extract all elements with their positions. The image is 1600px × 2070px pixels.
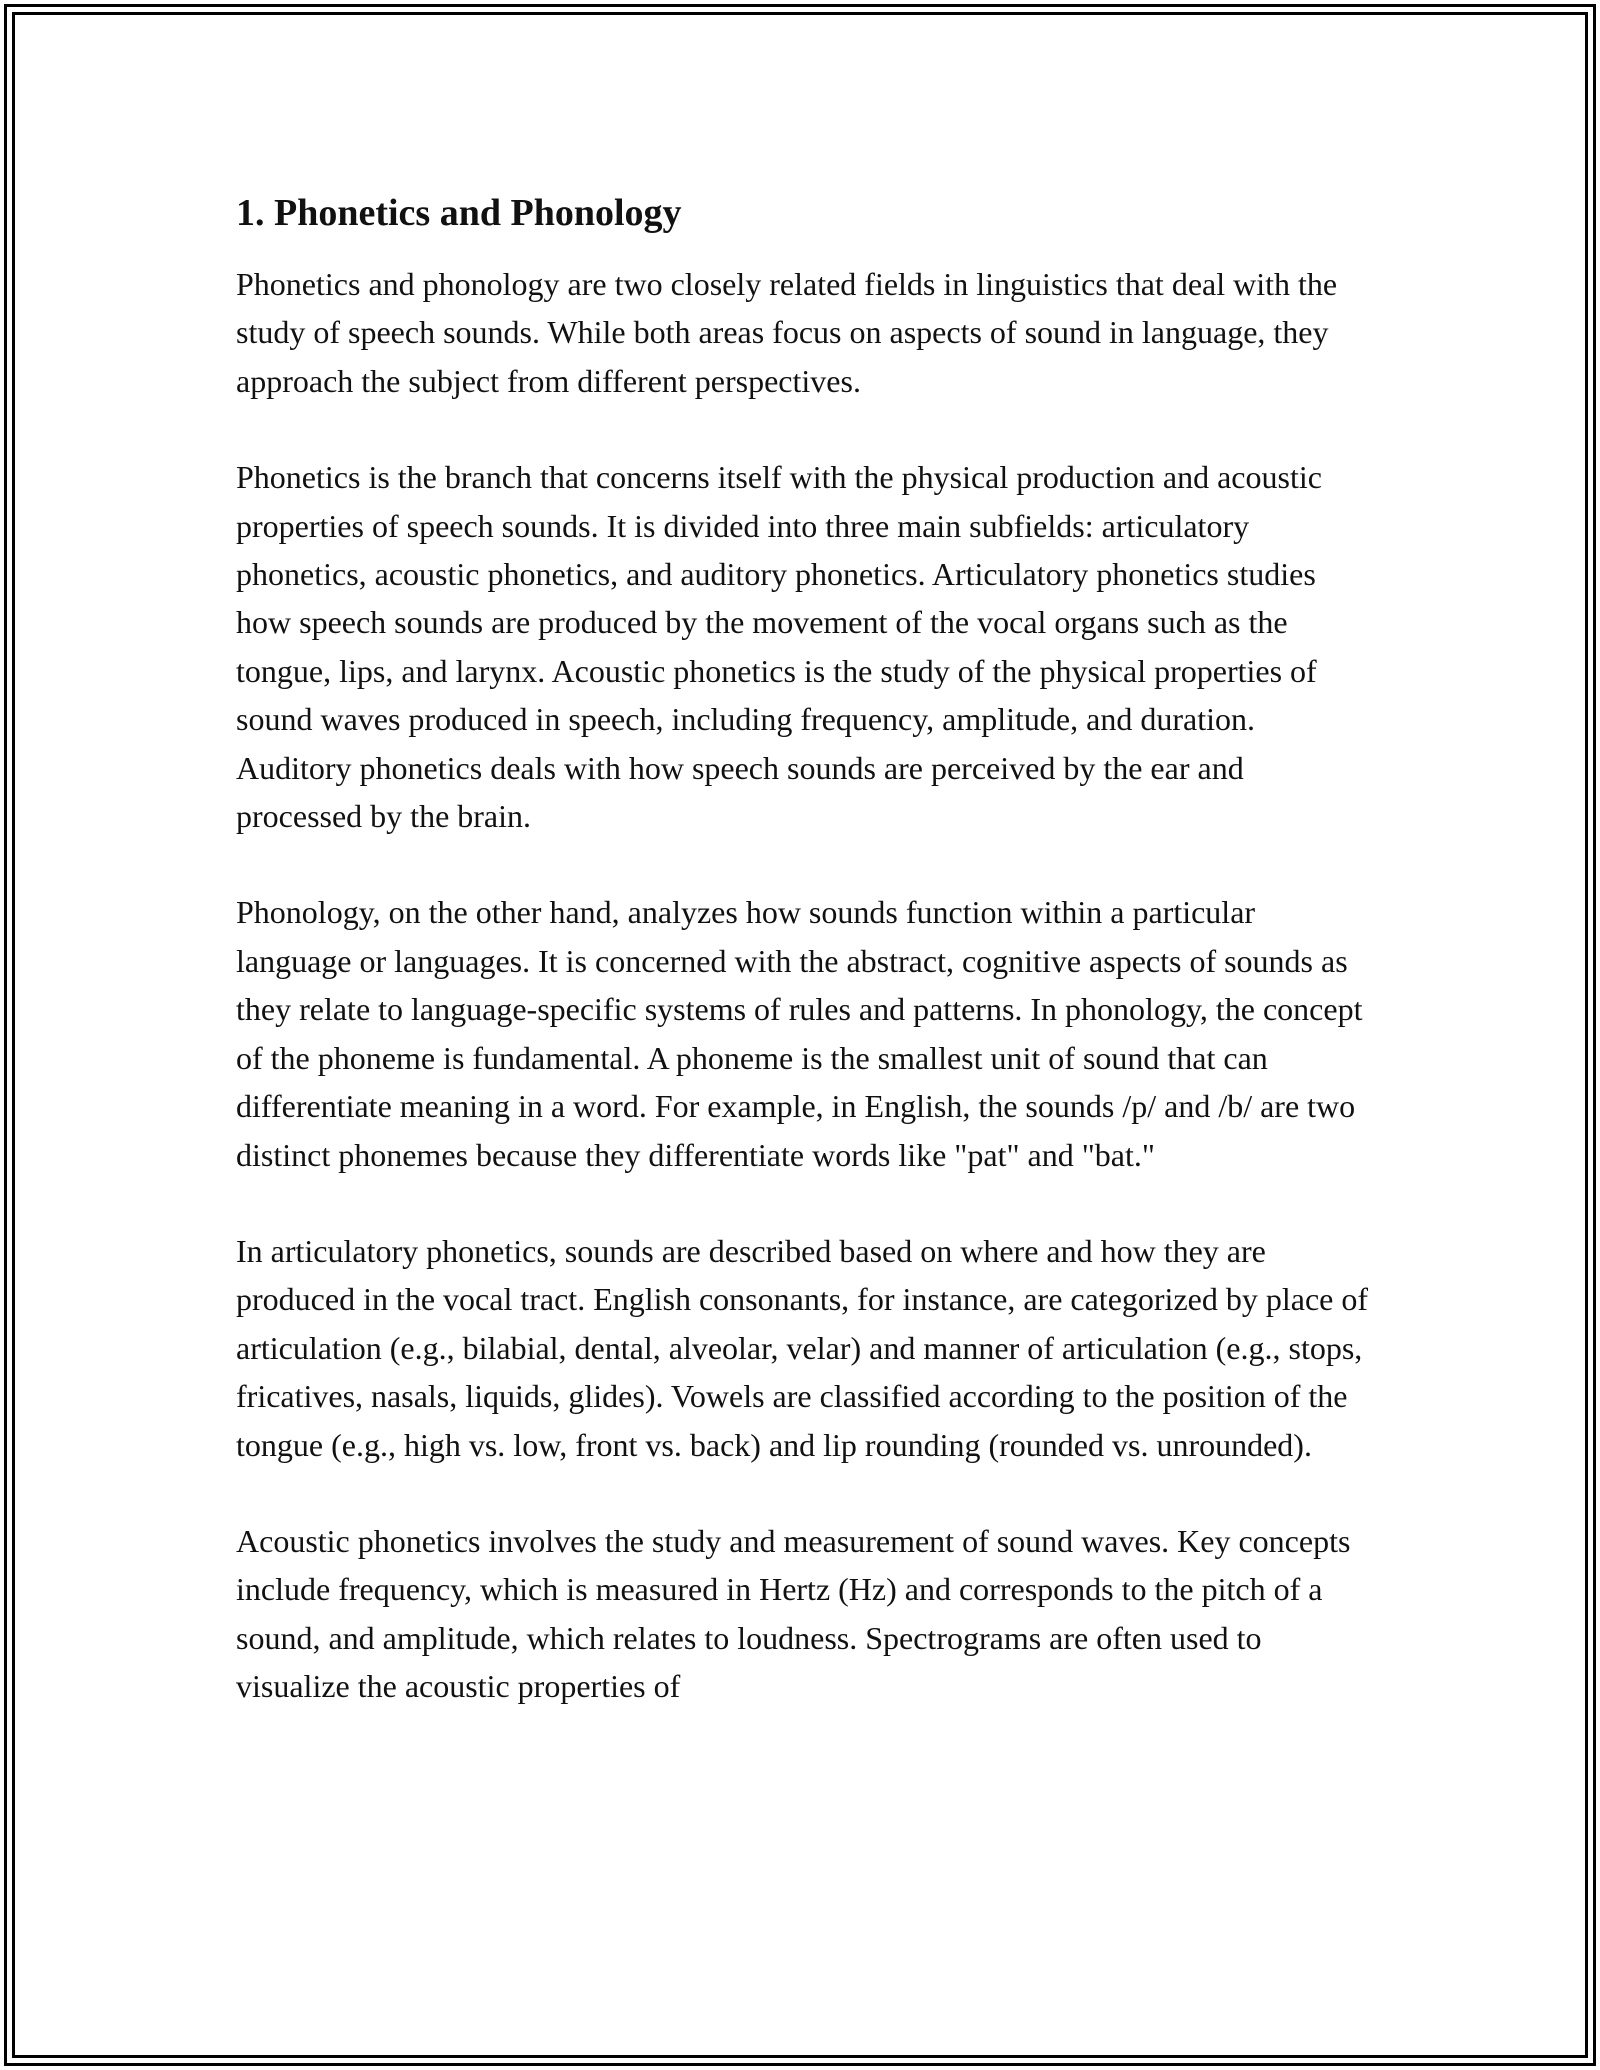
paragraph-phonology: Phonology, on the other hand, analyzes how sounds function within a particular language or languages. It is concerned with the abstract, cognitive aspects of sounds as they relate to language-specific systems of rules and patterns. In phonology, the concept of the phoneme is fundamental. A phoneme is the smallest unit of sound that can differentiate meaning in a word. For example, in English, the sounds /p/ and /b/ are two distinct phonemes because they differentiate words like "pat" and "bat." [236,894,1363,1173]
section-heading: 1. Phonetics and Phonology [236,192,682,234]
paragraph-phonetics: Phonetics is the branch that concerns itself with the physical production and acoustic properties of speech sounds. It is divided into three main subfields: articulatory phonetics, acoustic phonetics, and auditory phonetics. Articulatory phonetics studies how speech sounds are produced by the movement of the vocal organs such as the tongue, lips, and larynx. Acoustic phonetics is the study of the physical properties of sound waves produced in speech, including frequency, amplitude, and duration. Auditory phonetics deals with how speech sounds are perceived by the ear and processed by the brain. [236,459,1322,835]
paragraph-intro: Phonetics and phonology are two closely related fields in linguistics that deal with the study of speech sounds. While both areas focus on aspects of sound in language, they approach the subject from different perspectives. [236,266,1338,399]
paragraph-acoustic: Acoustic phonetics involves the study and measurement of sound waves. Key concepts include frequency, which is measured in Hertz (Hz) and corresponds to the pitch of a sound, and amplitude, which relates to loudness. Spectrograms are often used to visualize the acoustic properties of [236,1522,1351,1705]
document-body [236,188,1376,1711]
paragraph-articulatory: In articulatory phonetics, sounds are described based on where and how they are produced in the vocal tract. English consonants, for instance, are categorized by place of articulation (e.g., bilabial, dental, alveolar, velar) and manner of articulation (e.g., stops, fricatives, nasals, liquids, glides). Vowels are classified according to the position of the tongue (e.g., high vs. low, front vs. back) and lip rounding (rounded vs. unrounded). [236,1232,1368,1463]
